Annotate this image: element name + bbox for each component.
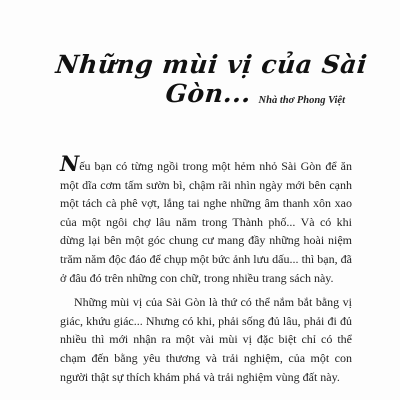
paragraph-1: [60, 151, 352, 287]
drop-cap: N: [60, 151, 80, 176]
chapter-title: Những mùi vị của Sài Gòn...: [54, 50, 369, 108]
paragraph-1-text: ếu bạn có từng ngồi trong một hẻm nhỏ Sài Gòn để ăn một dĩa cơm tấm sườn bì, chậm rãi nhìn ngày mới bên cạnh một tách cà phê vợt, lắng tai nghe những âm thanh xôn xao của một ngôi chợ lâu năm trong Thành phố... Và có khi dừng lại bên một góc chung cư mang đầy những hoài niệm trăm năm độc đáo để chụp một bức ảnh lưu dấu... thì bạn, đã ở đâu đó trên những con chữ, trong nhiều trang sách này.: [60, 159, 352, 285]
author-byline: Nhà thơ Phong Việt: [258, 95, 345, 106]
body-text: [60, 151, 352, 392]
paragraph-2: Những mùi vị của Sài Gòn là thứ có thể nắm bắt bằng vị giác, khứu giác... Nhưng có khi, phải sống đủ lâu, phải đi đủ nhiều thì mới nhận ra một vài mùi vị đặc biệt chỉ có thể chạm đến bằng yêu thương và trải nghiệm, của một con người thật sự thích khám phá và trải nghiệm vùng đất này.: [60, 295, 352, 384]
